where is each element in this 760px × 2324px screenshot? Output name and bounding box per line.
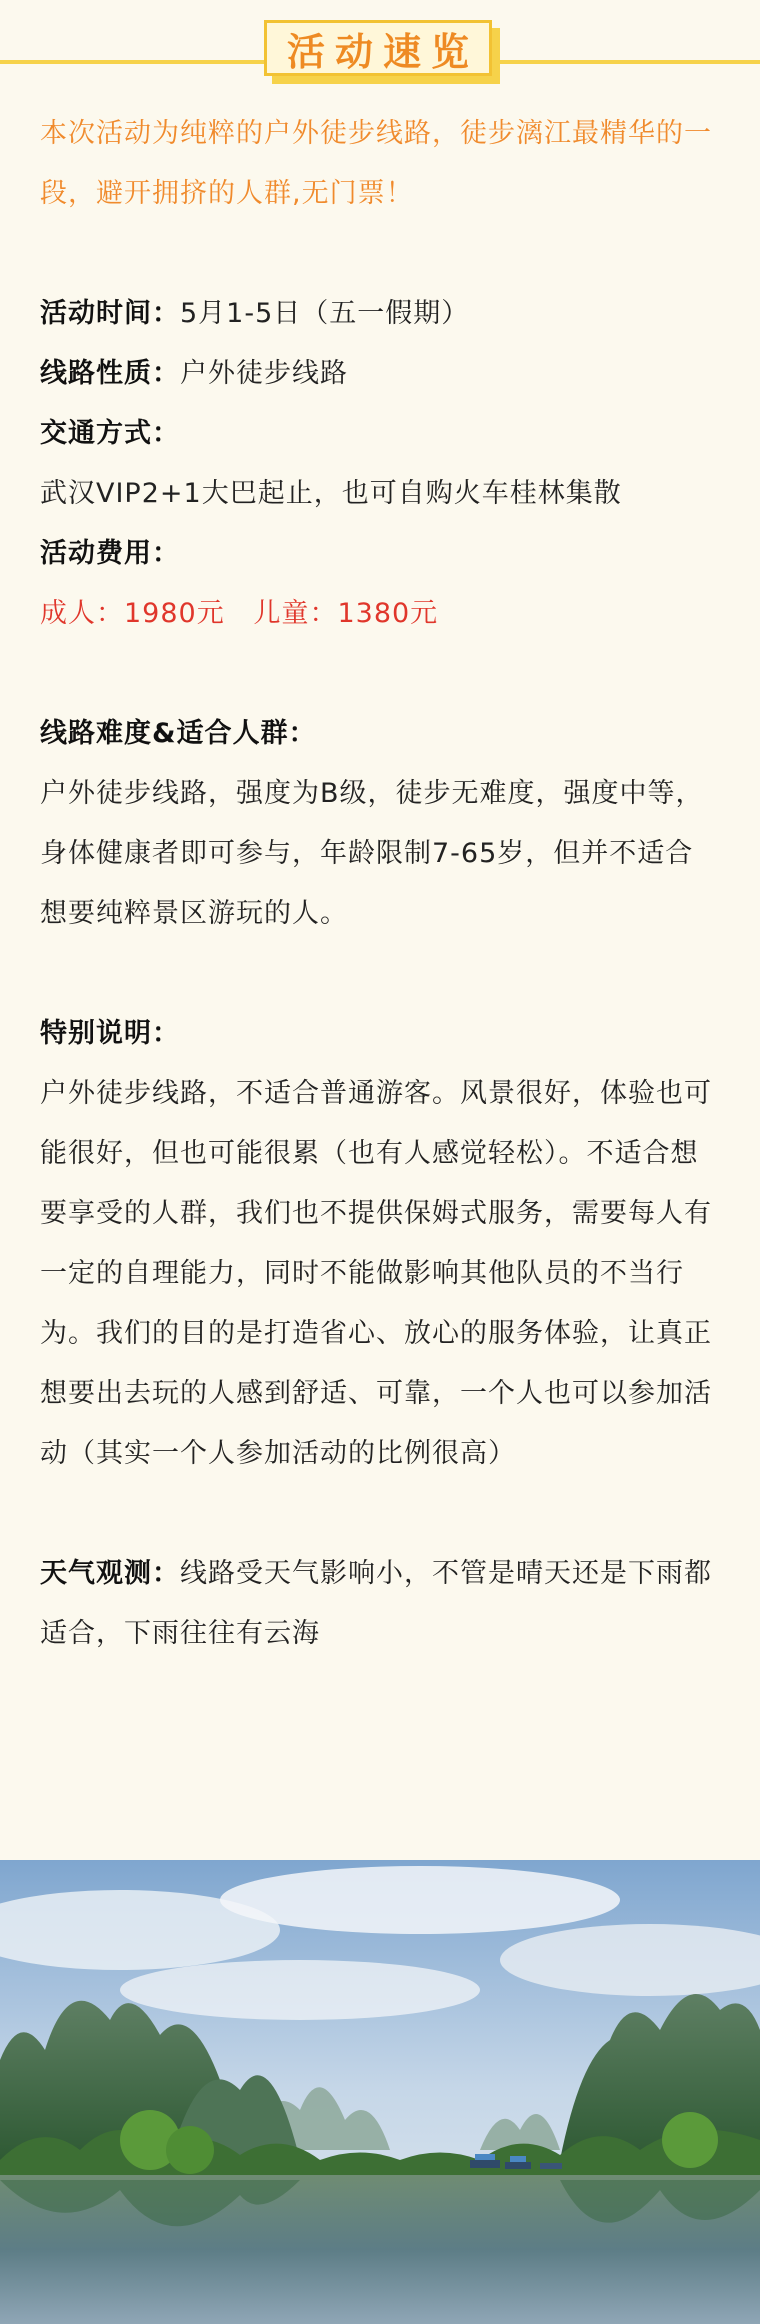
difficulty-label: 线路难度&适合人群： — [40, 718, 317, 749]
spacer — [40, 644, 720, 704]
fee-adult: 成人：1980元 — [40, 598, 225, 629]
section-header — [0, 0, 760, 96]
special-note-value: 户外徒步线路，不适合普通游客。风景很好，体验也可能很好，但也可能很累（也有人感觉轻松）。不适合想要享受的人群，我们也不提供保姆式服务，需要每人有一定的自理能力，同时不能做影响其他队员的不当行为。我们的目的是打造省心、放心的服务体验，让真正想要出去玩的人感到舒适、可靠，一个人也可以参加活动（其实一个人参加活动的比例很高） — [40, 1078, 712, 1469]
spacer — [40, 1484, 720, 1544]
intro-text: 本次活动为纯粹的户外徒步线路，徒步漓江最精华的一段，避开拥挤的人群,无门票！ — [40, 118, 712, 209]
spacer — [40, 224, 720, 284]
li-river-landscape-image — [0, 1860, 760, 2324]
fee-child: 儿童：1380元 — [253, 598, 439, 629]
spacer — [40, 944, 720, 1004]
activity-time-label: 活动时间： — [40, 298, 180, 329]
special-note-label: 特别说明： — [40, 1018, 180, 1049]
route-nature — [40, 344, 720, 404]
transport-label: 交通方式： — [40, 418, 180, 449]
title-badge — [264, 20, 500, 84]
fee-label: 活动费用： — [40, 538, 180, 569]
landscape-illustration — [0, 1860, 760, 2324]
title-badge-box — [264, 20, 492, 76]
activity-time — [40, 284, 720, 344]
fee-prices — [40, 584, 720, 644]
weather — [40, 1544, 720, 1664]
section-title: 活动速览 — [286, 29, 479, 74]
route-nature-label: 线路性质： — [40, 358, 180, 389]
activity-time-value: 5月1-5日（五一假期） — [180, 298, 470, 329]
route-nature-value: 户外徒步线路 — [180, 358, 348, 389]
weather-label: 天气观测： — [40, 1558, 180, 1589]
weather-value: 线路受天气影响小，不管是晴天还是下雨都适合，下雨往往有云海 — [40, 1558, 712, 1649]
transport-value: 武汉VIP2+1大巴起止，也可自购火车桂林集散 — [40, 478, 622, 509]
difficulty-value: 户外徒步线路，强度为B级，徒步无难度，强度中等，身体健康者即可参与，年龄限制7-65岁，但并不适合想要纯粹景区游玩的人。 — [40, 778, 704, 929]
content — [0, 104, 760, 1664]
